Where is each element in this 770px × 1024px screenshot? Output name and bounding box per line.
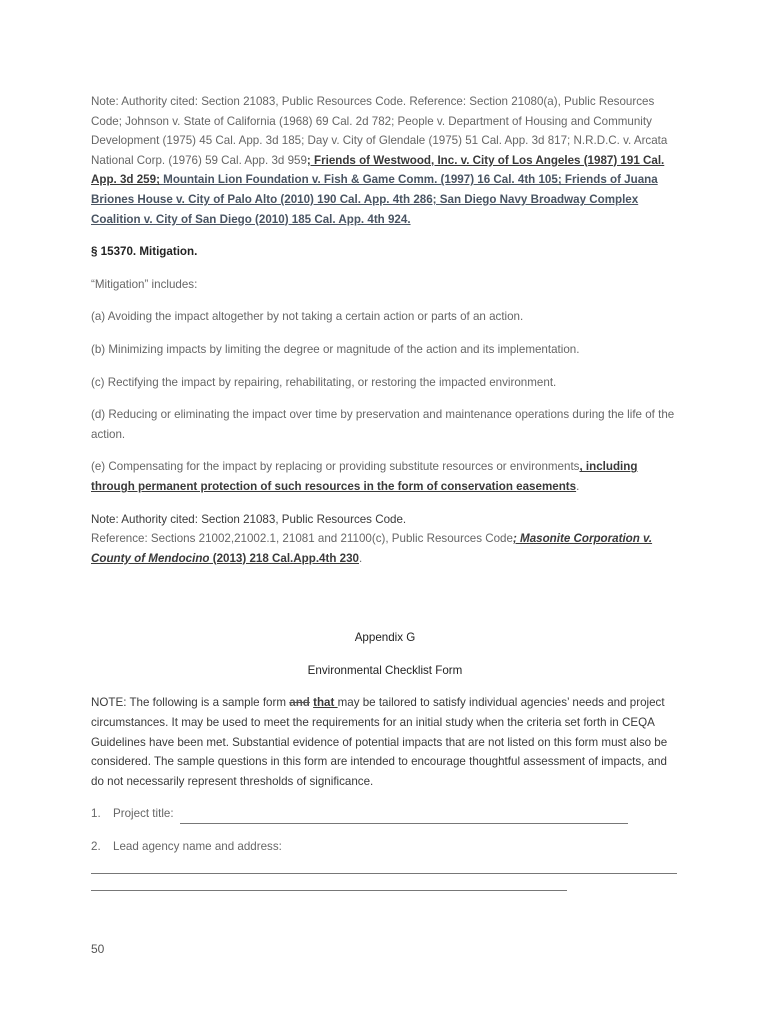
inserted-text: that [313, 696, 338, 710]
lead-agency-blank-2 [91, 874, 567, 891]
section-heading: § 15370. Mitigation. [91, 245, 198, 259]
authority-note-2: Note: Authority cited: Section 21083, Public Resources Code. [91, 512, 407, 526]
mitigation-item-c: (c) Rectifying the impact by repairing, rehabilitating, or restoring the impacted environment. [91, 375, 557, 389]
lead-agency-blank-1 [91, 857, 677, 874]
inserted-text: ; Friends of Westwood, Inc. v. City of Los Angeles (1987) 191 Cal. App. 3d 259; [91, 153, 665, 187]
inserted-text: , including through permanent protection of such resources in the form of conservation easements [91, 460, 638, 493]
section-intro: “Mitigation” includes: [91, 277, 198, 291]
appendix-title: Appendix G [354, 631, 416, 645]
reference-note-2: Reference: Sections 21002,21002.1, 21081 and 21100(c), Public Resources Code; Masonite Corporation v. County of Mendocino (2013) 218 Cal.App.4th 230. [91, 532, 653, 565]
deleted-text: and [289, 696, 310, 710]
page-number: 50 [91, 942, 105, 956]
mitigation-item-e: (e) Compensating for the impact by replacing or providing substitute resources or environments, including through permanent protection of such resources in the form of conservation easements. [91, 460, 638, 493]
document-page [91, 92, 679, 891]
appendix-subtitle: Environmental Checklist Form [307, 663, 463, 677]
inserted-text: ; Masonite Corporation v. County of Mendocino [91, 532, 653, 565]
mitigation-item-a: (a) Avoiding the impact altogether by not taking a certain action or parts of an action. [91, 310, 524, 324]
inserted-text: (2013) 218 Cal.App.4th 230 [209, 551, 359, 565]
mitigation-item-d: (d) Reducing or eliminating the impact over time by preservation and maintenance operations during the life of the action. [91, 408, 675, 441]
form-item-project-title: 1. Project title: [91, 804, 679, 824]
sample-form-note: NOTE: The following is a sample form and that may be tailored to satisfy individual agencies’ needs and project circumstances. It may be used to meet the requirements for an initial study when the criteria set forth in CEQA Guidelines have been met. Substantial evidence of potential impacts that are not listed on this form must also be considered. The sample questions in this form are intended to encourage thoughtful assessment of impacts, and do not necessarily represent thresholds of significance. [91, 696, 668, 788]
inserted-text: Mountain Lion Foundation v. Fish & Game Comm. (1997) 16 Cal. 4th 105; Friends of Juana Briones House v. City of Palo Alto (2010) 190 Cal. App. 4th 286; San Diego Navy Broadway Complex Coalition v. City of San Diego (2010) 185 Cal. App. 4th 924. [91, 173, 658, 226]
project-title-blank [180, 809, 628, 824]
mitigation-item-b: (b) Minimizing impacts by limiting the degree or magnitude of the action and its implementation. [91, 342, 580, 356]
authority-note-1: Note: Authority cited: Section 21083, Public Resources Code. Reference: Section 21080(a), Public Resources Code; Johnson v. State of California (1968) 69 Cal. 2d 782; People v. Department of Housing and Community Development (1975) 45 Cal. App. 3d 185; Day v. City of Glendale (1975) 51 Cal. App. 3d 817; N.R.D.C. v. Arcata National Corp. (1976) 59 Cal. App. 3d 959; Friends of Westwood, Inc. v. City of Los Angeles (1987) 191 Cal. App. 3d 259; Mountain Lion Foundation v. Fish & Game Comm. (1997) 16 Cal. 4th 105; Friends of Juana Briones House v. City of Palo Alto (2010) 190 Cal. App. 4th 286; San Diego Navy Broadway Complex Coalition v. City of San Diego (2010) 185 Cal. App. 4th 924. [91, 95, 668, 226]
form-item-lead-agency: 2. Lead agency name and address: [91, 840, 282, 854]
